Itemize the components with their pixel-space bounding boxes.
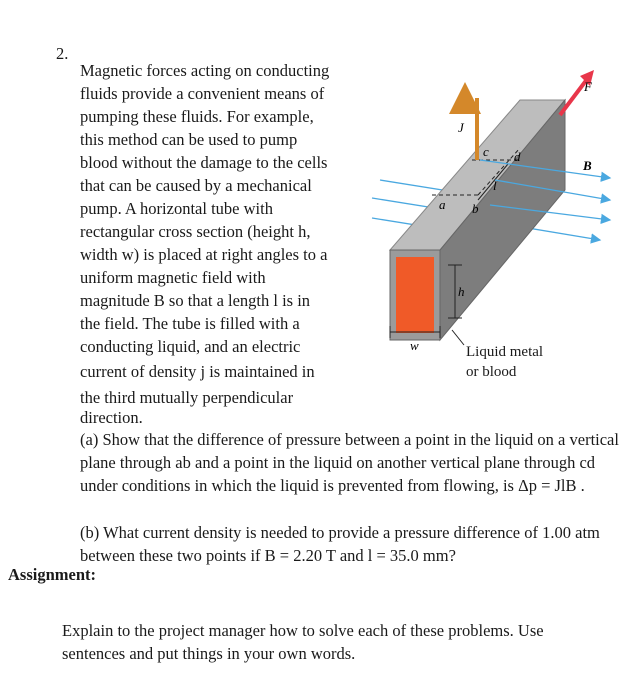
problem-number: 2. bbox=[56, 44, 69, 63]
assignment-text: Explain to the project manager how to solve each of these problems. Use sentences and put things in your own words. bbox=[62, 620, 544, 663]
label-h: h bbox=[458, 284, 465, 299]
problem-line: the field. The tube is filled with a bbox=[80, 313, 300, 333]
problem-line: pump. A horizontal tube with bbox=[80, 198, 273, 218]
problem-line: direction. bbox=[80, 407, 143, 427]
part-b-text: (b) What current density is needed to provide a pressure difference of 1.00 atm between these two points if B = 2.20 T and l = 35.0 mm? bbox=[80, 522, 600, 565]
caption-leader bbox=[452, 330, 464, 345]
problem-line: this method can be used to pump bbox=[80, 129, 298, 149]
problem-line: conducting liquid, and an electric bbox=[80, 336, 301, 356]
problem-line: width w) is placed at right angles to a bbox=[80, 244, 328, 264]
label-b: b bbox=[472, 201, 479, 216]
problem-line: that can be caused by a mechanical bbox=[80, 175, 312, 195]
problem-line: uniform magnetic field with bbox=[80, 267, 266, 287]
label-B: B bbox=[583, 158, 592, 173]
problem-line: Magnetic forces acting on conducting bbox=[80, 60, 330, 80]
figure-caption bbox=[466, 342, 606, 382]
assignment-heading: Assignment: bbox=[8, 565, 97, 584]
problem-line: rectangular cross section (height h, bbox=[80, 221, 311, 241]
label-c: c bbox=[483, 144, 489, 159]
label-d: d bbox=[514, 149, 521, 164]
caption-line: or blood bbox=[466, 364, 517, 380]
caption-line: Liquid metal bbox=[466, 344, 544, 360]
label-F: F bbox=[584, 79, 592, 94]
problem-line: blood without the damage to the cells bbox=[80, 152, 328, 172]
label-a: a bbox=[439, 197, 446, 212]
label-J: J bbox=[458, 120, 464, 135]
liquid-cross-section bbox=[396, 257, 434, 333]
label-w: w bbox=[410, 338, 419, 353]
magnetic-pump-figure bbox=[360, 60, 630, 360]
label-l: l bbox=[493, 178, 497, 193]
problem-line: magnitude B so that a length l is in bbox=[80, 290, 311, 310]
problem-line: pumping these fluids. For example, bbox=[80, 106, 314, 126]
problem-line: the third mutually perpendicular bbox=[80, 387, 294, 407]
problem-line: current of density j is maintained in bbox=[80, 361, 315, 381]
problem-line: fluids provide a convenient means of bbox=[80, 83, 325, 103]
part-a-text: (a) Show that the difference of pressure between a point in the liquid on a vertical plane through ab and a point in the liquid on another vertical plane through cd under conditions in which the liquid is prevented from flowing, is Δp = JlB . bbox=[80, 429, 619, 495]
